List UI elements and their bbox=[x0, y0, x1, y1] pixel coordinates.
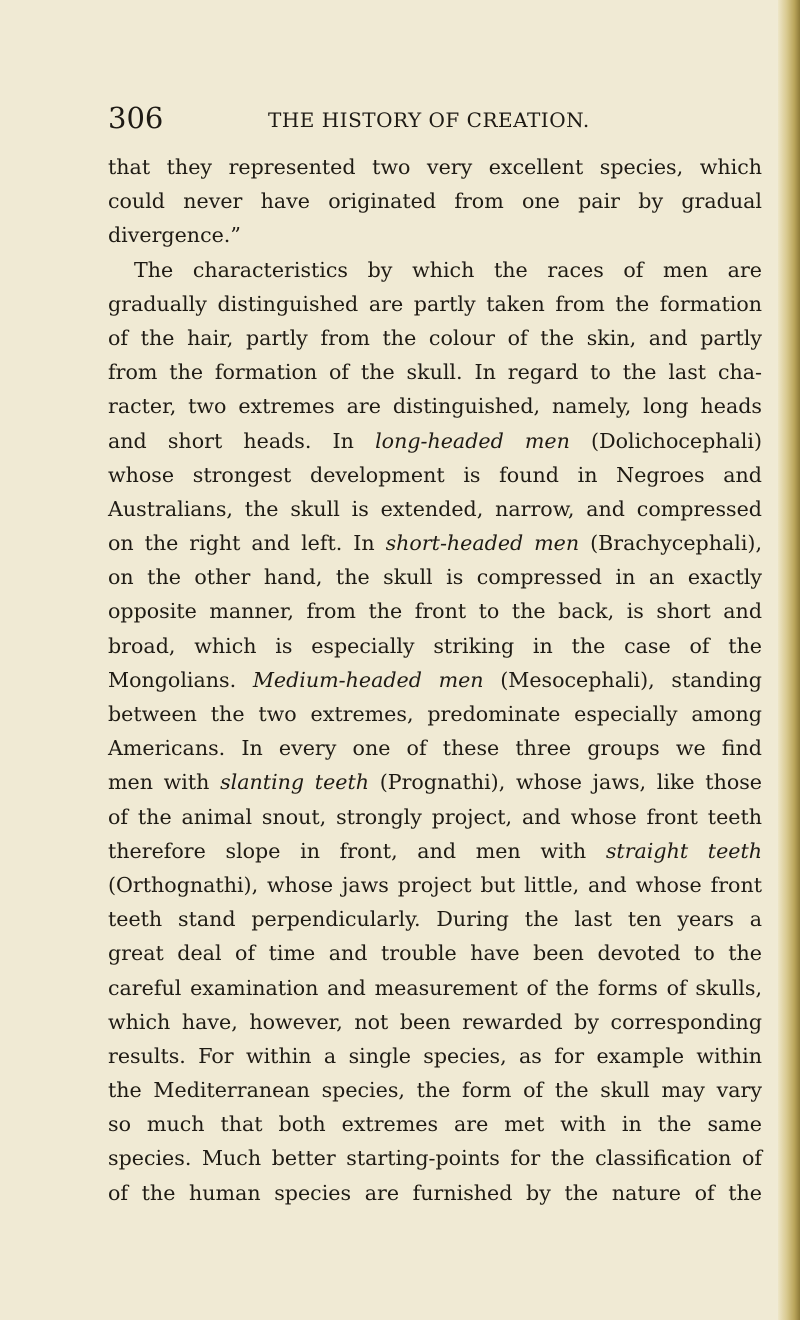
text-segment: men with bbox=[108, 770, 221, 795]
text-segment: therefore slope in front, and men with bbox=[108, 838, 606, 863]
text-line: could never have originated from one pair by gradual bbox=[108, 189, 762, 214]
italic-term: short-headed men bbox=[385, 531, 580, 556]
text-line bbox=[108, 424, 762, 458]
italic-term: slanting teeth bbox=[220, 770, 369, 795]
italic-term: long-headed men bbox=[375, 428, 570, 453]
text-line: Americans. In every one of these three groups we find bbox=[108, 736, 762, 761]
text-line: gradually distinguished are partly taken from the formation bbox=[108, 291, 762, 316]
text-line bbox=[108, 663, 762, 697]
page-number: 306 bbox=[108, 101, 164, 135]
text-segment: and short heads. In bbox=[108, 428, 376, 453]
text-segment: on the right and left. In bbox=[108, 531, 386, 556]
text-line: opposite manner, from the front to the back, is short and bbox=[108, 599, 762, 624]
text-segment: Mongolians. bbox=[108, 667, 253, 692]
text-line: Australians, the skull is extended, narrow, and compressed bbox=[108, 496, 762, 521]
text-line: the Mediterranean species, the form of the skull may vary bbox=[108, 1078, 762, 1103]
italic-term: Medium-headed men bbox=[252, 667, 484, 692]
text-line: of the hair, partly from the colour of the skin, and partly bbox=[108, 325, 762, 350]
body-text bbox=[108, 150, 762, 1210]
text-line: of the animal snout, strongly project, and whose front teeth bbox=[108, 804, 762, 829]
text-line bbox=[108, 765, 762, 799]
running-head: THE HISTORY OF CREATION. bbox=[268, 108, 590, 132]
text-line: of the human species are furnished by the nature of the bbox=[108, 1180, 762, 1205]
text-line bbox=[108, 526, 762, 560]
page-edge-shadow bbox=[778, 0, 800, 1320]
page-header bbox=[108, 100, 768, 140]
text-segment: (Dolichocephali) bbox=[569, 428, 763, 453]
text-line: between the two extremes, predominate especially among bbox=[108, 702, 762, 726]
italic-term: straight teeth bbox=[605, 838, 763, 863]
text-line bbox=[108, 834, 762, 868]
text-segment: (Brachycephali), bbox=[579, 531, 762, 556]
text-line: so much that both extremes are met with in the same bbox=[108, 1112, 762, 1137]
text-line: great deal of time and trouble have been devoted to the bbox=[108, 941, 762, 966]
text-line: which have, however, not been rewarded by corresponding bbox=[108, 1009, 762, 1034]
text-line: from the formation of the skull. In regard to the last cha- bbox=[108, 360, 762, 385]
text-line: broad, which is especially striking in the case of the bbox=[108, 633, 762, 658]
text-line: teeth stand perpendicularly. During the last ten years a bbox=[108, 907, 762, 932]
text-line: whose strongest development is found in Negroes and bbox=[108, 462, 762, 487]
text-line: careful examination and measurement of the forms of skulls, bbox=[108, 975, 762, 1000]
text-line: (Orthognathi), whose jaws project but little, and whose front bbox=[108, 872, 762, 897]
text-line: divergence.” bbox=[108, 223, 241, 248]
text-segment: (Prognathi), whose jaws, like those bbox=[369, 770, 762, 795]
text-segment: (Mesocephali), standing bbox=[483, 667, 762, 692]
text-line: species. Much better starting-points for the classification of bbox=[108, 1146, 762, 1171]
text-line: results. For within a single species, as for example within bbox=[108, 1043, 762, 1068]
text-line: The characteristics by which the races of men are bbox=[134, 257, 762, 282]
text-line: on the other hand, the skull is compressed in an exactly bbox=[108, 565, 762, 590]
text-line: racter, two extremes are distinguished, namely, long heads bbox=[108, 394, 762, 419]
text-line: that they represented two very excellent species, which bbox=[108, 155, 762, 179]
